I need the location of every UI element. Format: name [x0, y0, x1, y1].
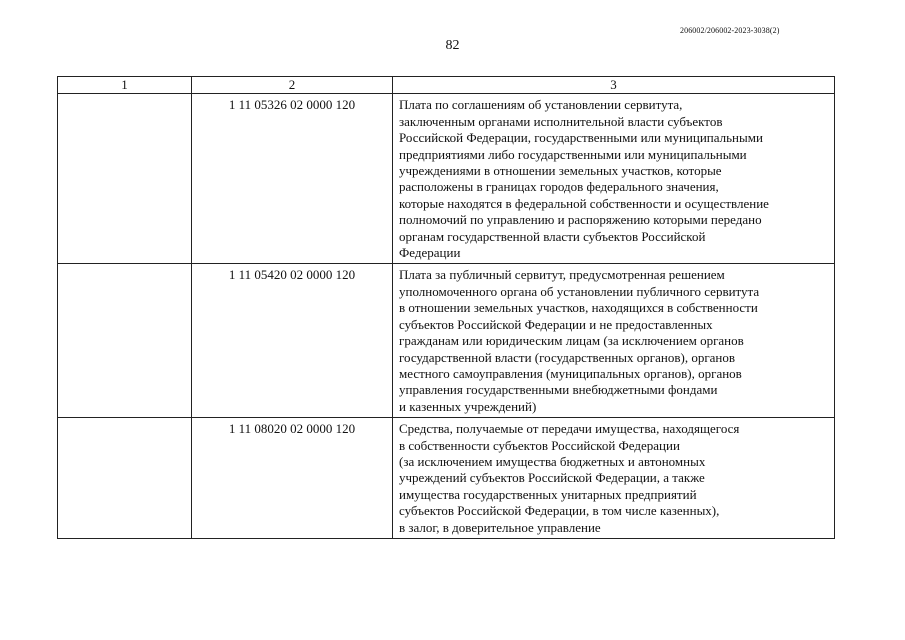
description-line: полномочий по управлению и распоряжению которыми передано	[399, 212, 762, 228]
description-line: учреждений субъектов Российской Федерации, а также	[399, 470, 705, 486]
revenue-description	[393, 418, 835, 539]
table-row	[58, 418, 835, 539]
document-reference: 206002/206002-2023-3038(2)	[680, 26, 780, 35]
description-line: уполномоченного органа об установлении публичного сервитута	[399, 283, 760, 299]
description-line: предприятиями либо государственными или муниципальными	[399, 146, 747, 162]
revenue-code: 1 11 08020 02 0000 120	[192, 418, 393, 539]
column-header-2: 2	[192, 77, 393, 94]
description-line: имущества государственных унитарных предприятий	[399, 486, 697, 502]
page-number: 82	[445, 38, 460, 53]
description-line: органам государственной власти субъектов Российской	[399, 228, 706, 244]
revenue-description	[393, 94, 835, 264]
description-line: в залог, в доверительное управление	[399, 519, 601, 535]
description-line: субъектов Российской Федерации и не предоставленных	[399, 316, 713, 332]
description-line: Плата за публичный сервитут, предусмотренная решением	[399, 267, 725, 283]
description-line: Федерации	[399, 245, 461, 261]
description-line: и казенных учреждений)	[399, 398, 537, 414]
description-line: в собственности субъектов Российской Федерации	[399, 437, 680, 453]
description-line: гражданам или юридическим лицам (за исключением органов	[399, 333, 744, 349]
table-header-row	[58, 77, 835, 94]
table-row	[58, 94, 835, 264]
description-line: Российской Федерации, государственными или муниципальными	[399, 130, 763, 146]
description-line: субъектов Российской Федерации, в том числе казенных),	[399, 503, 720, 519]
column-header-3: 3	[393, 77, 835, 94]
revenue-code: 1 11 05420 02 0000 120	[192, 264, 393, 418]
description-line: учреждениями в отношении земельных участков, которые	[399, 163, 722, 179]
description-line: государственной власти (государственных органов), органов	[399, 349, 736, 365]
table-row	[58, 264, 835, 418]
description-line: Средства, получаемые от передачи имущества, находящегося	[399, 421, 740, 437]
column-header-1: 1	[58, 77, 192, 94]
description-line: которые находятся в федеральной собственности и осуществление	[399, 195, 769, 211]
description-line: местного самоуправления (муниципальных органов), органов	[399, 365, 742, 381]
description-line: заключенным органами исполнительной власти субъектов	[399, 113, 723, 129]
description-line: в отношении земельных участков, находящихся в собственности	[399, 300, 758, 316]
empty-cell	[58, 94, 192, 264]
revenue-description	[393, 264, 835, 418]
description-line: Плата по соглашениям об установлении сервитута,	[399, 97, 683, 113]
revenue-codes-table	[57, 76, 835, 539]
empty-cell	[58, 418, 192, 539]
description-line: управления государственными внебюджетными фондами	[399, 382, 718, 398]
empty-cell	[58, 264, 192, 418]
description-line: (за исключением имущества бюджетных и автономных	[399, 453, 706, 469]
revenue-code: 1 11 05326 02 0000 120	[192, 94, 393, 264]
description-line: расположены в границах городов федерального значения,	[399, 179, 719, 195]
